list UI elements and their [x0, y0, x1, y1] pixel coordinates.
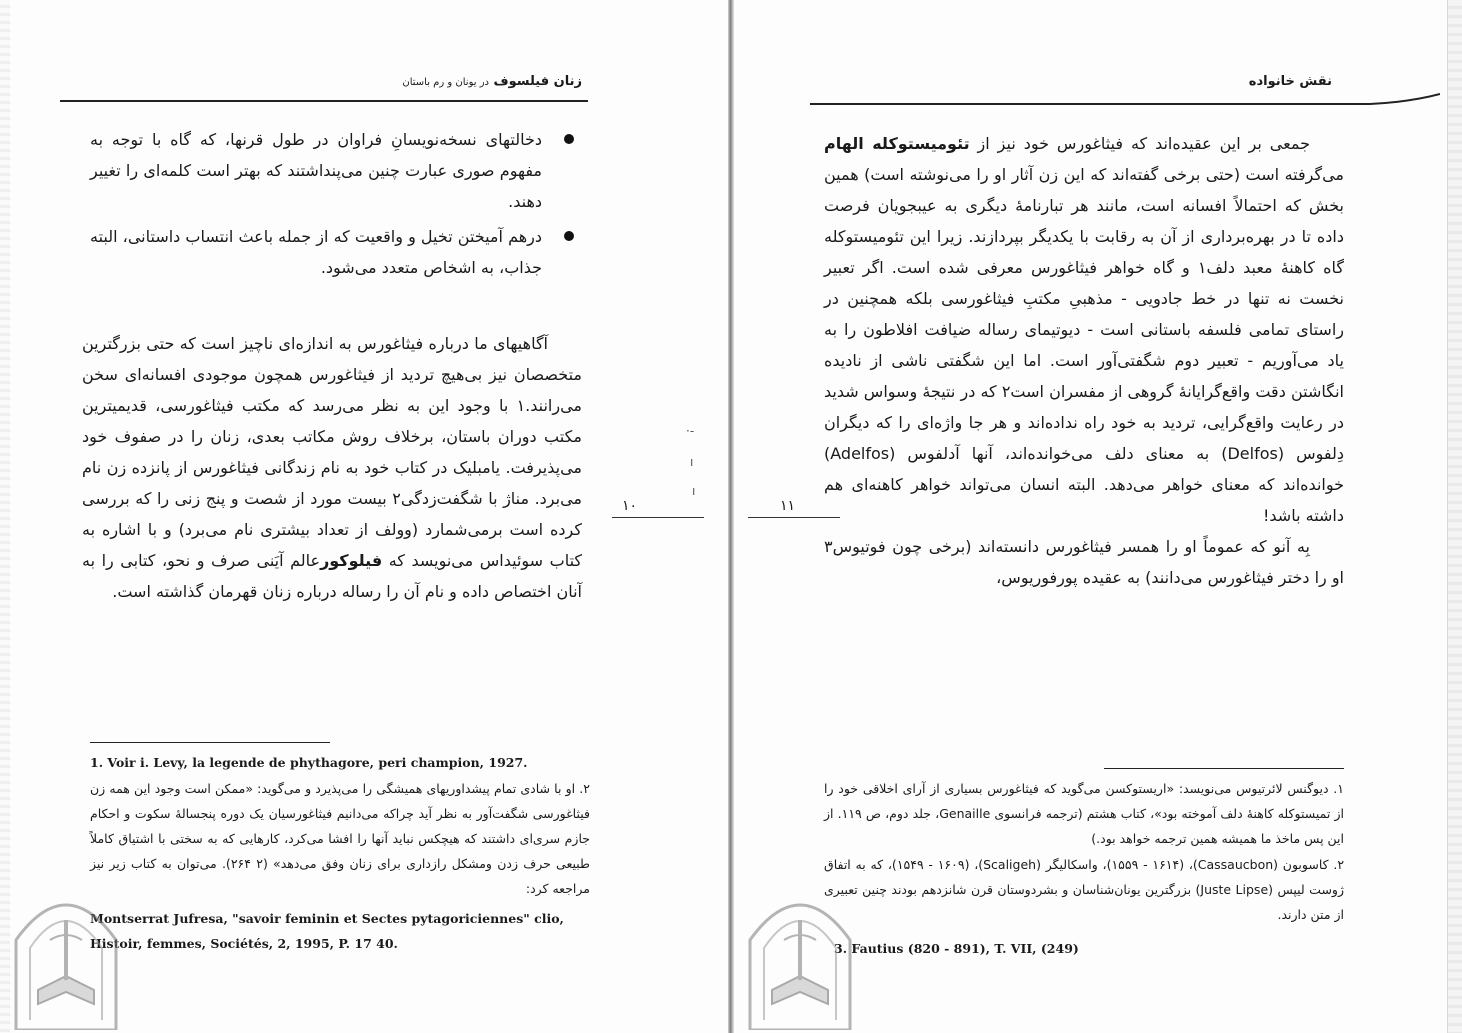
left-page-number-rule	[612, 517, 704, 518]
right-footnote-3: 3. Fautius (820 - 891), T. VII, (249)	[834, 941, 1079, 956]
right-main-paragraph	[824, 128, 1344, 593]
left-main-paragraph	[82, 328, 582, 607]
right-paragraph-1-end: می‌گرفته است (حتی برخی گفته‌اند که این زن آثار او را می‌نوشته است) همین بخش که احتمالاً افسانه است، مانند هر تبارنامهٔ دیگری به عیبجویان فرصت داده تا در بهره‌برداری از آن به رقابت با یکدیگر بپردازند. زیرا این تئومیستوکله گاه کاهنهٔ معبد دلف۱ و گاه خواهر فیثاغورس معرفی شده است. اگر تعبیر نخست نه تنها در خط جادویی - مذهبیِ مکتبِ فیثاغورسی بلکه همچنین در راستای تمامی فلسفه باستانی است - دیوتیمای رساله ضیافت افلاطون را به یاد می‌آوریم - تعبیر دوم شگفتی‌آور است. اما این شگفتی ناشی از نادیده انگاشتن دقت واقع‌گرایانهٔ گروهی از مفسران است۲ که در نتیجهٔ وسواس شدید در رعایت واقع‌گرایی، تردید به خود راه نداده‌اند و هر جا واژه‌ای را که دیگران دِلفوس (Delfos) به معنای دلف می‌خوانده‌اند، آنها آدلفوس (Adelfos) خوانده‌اند که معنای خواهر می‌دهد. البته انسان می‌تواند خواهر کاهنه‌ای هم داشته باشد!	[824, 165, 1345, 525]
left-header-title: زنان فیلسوف	[493, 74, 582, 89]
margin-mark: ı	[690, 455, 694, 469]
margin-mark: ·-	[686, 424, 695, 438]
right-footnote-rule	[1104, 768, 1344, 769]
right-paragraph-1-start: جمعی بر این عقیده‌اند که فیثاغورس خود نیز از	[969, 134, 1311, 153]
right-paragraph-2: بِه آنو که عموماً او را همسر فیثاغورس دانسته‌اند (برخی چون فوتیوس۳ او را دختر فیثاغورس می‌دانند) به عقیده پورفوریوس،	[824, 537, 1344, 587]
right-page-number-rule	[748, 517, 840, 518]
library-stamp-icon	[744, 880, 856, 1030]
right-footnote-1: ۱. دیوگنس لائرتیوس می‌نویسد: «اریستوکسن می‌گوید که فیثاغورس بسیاری از آرای اخلاقی خود را از تمیستوکله کاهنهٔ دلف آموخته بود»، کتاب هشتم (ترجمه فرانسوی Genaille، جلد دوم، ص ۱۱۹. از این پس ماخذ ما همیشه همین ترجمه خواهد بود.)	[824, 781, 1344, 846]
left-header-subtitle: در یونان و رم باستان	[402, 77, 489, 88]
left-page-number: ۱۰	[622, 498, 638, 514]
left-page	[0, 0, 728, 1033]
right-page	[734, 0, 1462, 1033]
right-header-rule	[810, 92, 1440, 114]
page-edge-right	[1447, 0, 1462, 1033]
left-footnote-rule	[90, 742, 330, 743]
right-running-header	[816, 74, 1332, 89]
right-footnote-2: ۲. کاسوبون (Cassaucbon)، (۱۵۵۹ - ۱۶۱۴)، واسکالیگر (Scaligeh)، (۱۵۴۹ - ۱۶۰۹)، که به اتفاق ژوست لیپس (Juste Lipse) بزرگترین یونان‌شناسان و بشردوستان قرن شانزدهم بودند چنین تعبیری از متن دارند.	[824, 857, 1345, 922]
left-header-rule	[60, 100, 588, 102]
bullet-text: درهم آمیختن تخیل و واقعیت که از جمله باعث انتساب داستانی، البته جذاب، به اشخاص متعدد می‌شود.	[90, 227, 542, 277]
left-running-header	[80, 74, 582, 89]
left-footnote-2: ۲. او با شادی تمام پیشداوریهای همیشگی را می‌پذیرد و می‌گوید: «ممکن است وجود این همه زن فیثاغورسی شگفت‌آور به نظر آید چراکه می‌دانیم فیثاغورسیان یک دوره پنجسالهٔ سکوت و احکام جازم سری‌ای داشتند که هیچکس نباید آنها را افشا می‌کرد، کارهایی که به سختی با اشتیاق کاملاً طبیعی حرف زدن ومشکل رازداری برای زنان وفق می‌دهد» (۲ ۲۶۴). می‌توان به کتاب زیر نیز مراجعه کرد:	[90, 781, 591, 896]
page-edge-left	[0, 0, 10, 1033]
left-bullet-list	[90, 124, 542, 287]
right-header-title: نقش خانواده	[1248, 74, 1332, 89]
right-page-number: ۱۱	[780, 498, 796, 514]
bullet-icon	[564, 231, 574, 241]
left-paragraph-start: آگاهیهای ما درباره فیثاغورس به اندازه‌ای ناچیز است که حتی بزرگترین متخصصان نیز بی‌هیچ تردید از فیثاغورس همچون موجودی افسانه‌ای سخن می‌رانند.۱ با وجود این به نظر می‌رسد که مکتب فیثاغورسی، قدیمیترین مکتب دوران باستان، برخلاف روش مکاتب بعدی، زنان را در صفوف خود می‌پذیرفت. یامبلیک در کتاب خود به نام زندگانی فیثاغورس از پانزده زن نام می‌برد. مناژ با شگفت‌زدگی۲ بیست مورد از شصت و پنج زنی را که بررسی کرده است برمی‌شمارد (وولف از تعداد بیشتری نام می‌برد) و با اشاره به کتاب سوئیداس می‌نویسد که	[82, 334, 583, 570]
left-header-line	[80, 74, 582, 89]
bullet-icon	[564, 134, 574, 144]
bullet-item	[90, 124, 542, 217]
left-paragraph-bold: فیلوکور	[320, 551, 383, 570]
margin-mark: ı	[692, 484, 696, 498]
library-stamp-icon	[10, 880, 122, 1030]
bullet-text: دخالتهای نسخه‌نویسانِ فراوان در طول قرنها، که گاه با توجه به مفهوم صوری عبارت چنین می‌پنداشتند که بهتر است کلمه‌ای را تغییر دهند.	[90, 130, 542, 211]
left-footnote-1: 1. Voir i. Levy, la legende de phythagore, peri champion, 1927.	[90, 755, 528, 770]
left-footnote-latin: Montserrat Jufresa, "savoir feminin et Sectes pytagoriciennes" clio, Histoir, femmes, Sociétés, 2, 1995, P. 17 40.	[90, 911, 564, 951]
right-paragraph-1-bold: تئومیستوکله الهام	[824, 134, 970, 153]
bullet-item	[90, 221, 542, 283]
left-paragraph-end: عالم آیَنی صرف و نحو، کتابی را به آنان اختصاص داده و نام آن را رساله درباره زنان قهرمان گذاشته است.	[82, 551, 582, 601]
